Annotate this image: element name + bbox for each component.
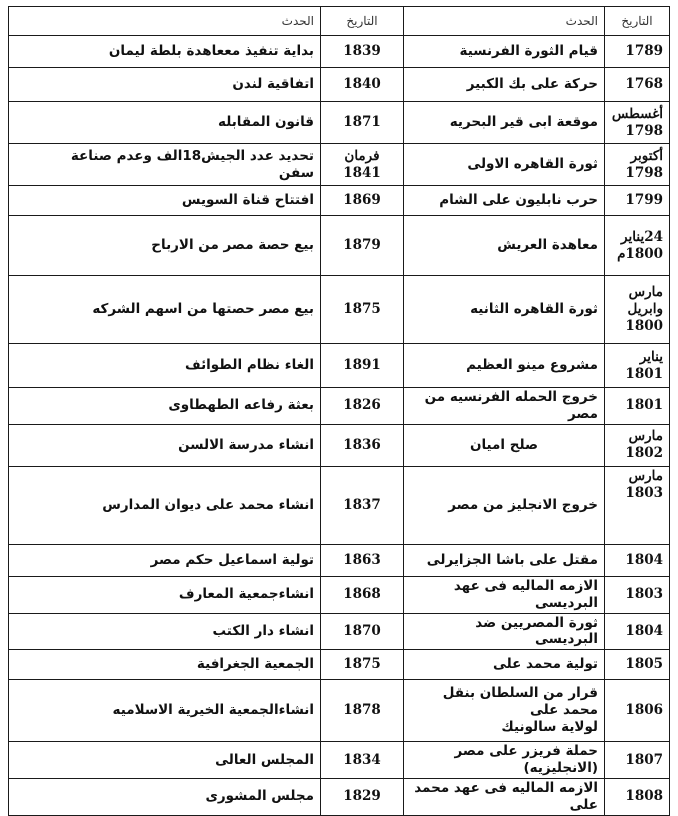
cell-date — [605, 216, 670, 276]
cell-event: موقعة ابى قير البحريه — [404, 102, 605, 144]
cell-year: 1839 — [321, 36, 404, 68]
event-2-text: قانون المقابله — [218, 114, 314, 131]
cell-date — [605, 779, 670, 816]
event-2-text: الغاء نظام الطوائف — [185, 357, 314, 374]
cell-event: مشروع مينو العظيم — [404, 344, 605, 388]
date-text: مارس 1803 — [625, 467, 663, 501]
cell-event-2 — [9, 742, 321, 779]
cell-event: خروج الحمله الفرنسيه من مصر — [404, 388, 605, 425]
cell-year: 1834 — [321, 742, 404, 779]
cell-date — [605, 36, 670, 68]
date-text: 1768 — [625, 76, 663, 93]
table-row — [9, 779, 670, 816]
cell-year: 1837 — [321, 466, 404, 544]
cell-event: صلح اميان — [404, 424, 605, 466]
cell-year: 1891 — [321, 344, 404, 388]
date-text: يناير 1801 — [625, 348, 663, 382]
cell-year: 1870 — [321, 613, 404, 650]
cell-event-2 — [9, 186, 321, 216]
header-date-2: التاريخ — [321, 7, 404, 36]
date-text: مارس 1802 — [625, 428, 663, 462]
table-header-row — [9, 7, 670, 36]
cell-year: 1868 — [321, 576, 404, 613]
cell-date — [605, 576, 670, 613]
cell-year: 1871 — [321, 102, 404, 144]
cell-event: تولية محمد على — [404, 650, 605, 680]
table-row — [9, 680, 670, 742]
cell-year: 1836 — [321, 424, 404, 466]
cell-event: ثورة القاهره الاولى — [404, 144, 605, 186]
date-text: أغسطس 1798 — [611, 105, 663, 139]
event-2-text: المجلس العالى — [215, 751, 314, 768]
table-row — [9, 186, 670, 216]
date-text: 1808 — [625, 788, 663, 805]
cell-date — [605, 144, 670, 186]
cell-year: 1863 — [321, 544, 404, 576]
cell-event-2 — [9, 466, 321, 544]
cell-year — [321, 144, 404, 186]
cell-event: حركة على بك الكبير — [404, 68, 605, 102]
year-text: فرمان 1841 — [343, 147, 381, 181]
cell-year: 1840 — [321, 68, 404, 102]
date-text: 1807 — [625, 751, 663, 768]
date-text: 1806 — [625, 702, 663, 719]
event-2-text: بيع مصر حصتها من اسهم الشركه — [92, 301, 314, 318]
cell-date — [605, 680, 670, 742]
event-text: قرار من السلطان بنقل محمد على لولاية سالونيك — [442, 685, 598, 736]
event-2-text: تولية اسماعيل حكم مصر — [150, 551, 314, 568]
table-row — [9, 102, 670, 144]
cell-year: 1879 — [321, 216, 404, 276]
table-row — [9, 544, 670, 576]
cell-date — [605, 544, 670, 576]
cell-year: 1875 — [321, 650, 404, 680]
cell-date — [605, 102, 670, 144]
cell-date — [605, 466, 670, 544]
cell-event-2 — [9, 779, 321, 816]
date-text: مارس وابريل 1800 — [625, 284, 663, 334]
cell-event-2 — [9, 613, 321, 650]
cell-event-2 — [9, 576, 321, 613]
cell-event: الازمه الماليه فى عهد محمد على — [404, 779, 605, 816]
header-event-1: الحدث — [404, 7, 605, 36]
cell-event: حملة فريزر على مصر (الانجليزيه) — [404, 742, 605, 779]
event-2-text: بداية تنفيذ مععاهدة بلطة ليمان — [108, 43, 314, 60]
date-text: 1805 — [625, 656, 663, 673]
cell-event-2 — [9, 276, 321, 344]
cell-year: 1869 — [321, 186, 404, 216]
cell-event: مقتل على باشا الجزايرلى — [404, 544, 605, 576]
cell-event-2 — [9, 102, 321, 144]
date-text: 1789 — [625, 43, 663, 60]
table-row — [9, 344, 670, 388]
table-row — [9, 466, 670, 544]
cell-event-2 — [9, 650, 321, 680]
date-text: 1803 — [625, 586, 663, 603]
date-text: 1799 — [625, 192, 663, 209]
cell-year: 1826 — [321, 388, 404, 425]
date-text: 1804 — [625, 622, 663, 639]
event-2-text: انشاء محمد على ديوان المدارس — [102, 496, 314, 513]
cell-event: خروج الانجليز من مصر — [404, 466, 605, 544]
history-dates-table-sheet — [8, 6, 670, 813]
cell-event-2 — [9, 344, 321, 388]
cell-event: معاهدة العريش — [404, 216, 605, 276]
table-row — [9, 216, 670, 276]
cell-year: 1829 — [321, 779, 404, 816]
cell-date — [605, 613, 670, 650]
cell-event: قيام الثورة الفرنسية — [404, 36, 605, 68]
table-row — [9, 613, 670, 650]
event-2-text: مجلس المشورى — [205, 788, 314, 805]
event-2-text: تحديد عدد الجيش18الف وعدم صناعة سفن — [70, 147, 314, 181]
event-2-text: انشاء دار الكتب — [212, 622, 314, 639]
event-2-text: بيع حصة مصر من الارباح — [151, 237, 314, 254]
table-row — [9, 68, 670, 102]
event-2-text: انشاء مدرسة الالسن — [178, 436, 314, 453]
date-text: 1804 — [625, 551, 663, 568]
event-2-text: الجمعية الجغرافية — [196, 656, 314, 673]
table-row — [9, 144, 670, 186]
cell-event-2 — [9, 216, 321, 276]
cell-event: ثورة القاهره الثانيه — [404, 276, 605, 344]
table-row — [9, 388, 670, 425]
cell-event-2 — [9, 424, 321, 466]
cell-event: الازمه الماليه فى عهد البرديسى — [404, 576, 605, 613]
cell-event-2 — [9, 544, 321, 576]
cell-date — [605, 186, 670, 216]
cell-date — [605, 276, 670, 344]
cell-date — [605, 650, 670, 680]
event-2-text: اتفاقية لندن — [232, 76, 314, 93]
cell-date — [605, 388, 670, 425]
date-text: 1801 — [625, 397, 663, 414]
cell-date — [605, 742, 670, 779]
event-2-text: بعثة رفاعه الطهطاوى — [168, 397, 314, 414]
date-text: أكتوبر 1798 — [625, 147, 663, 181]
event-2-text: انشاءالجمعية الخيرية الاسلاميه — [112, 702, 314, 719]
table-row — [9, 576, 670, 613]
cell-event-2 — [9, 36, 321, 68]
table-row — [9, 650, 670, 680]
cell-year: 1878 — [321, 680, 404, 742]
cell-date — [605, 424, 670, 466]
table-row — [9, 36, 670, 68]
event-2-text: افتتاح قناة السويس — [181, 192, 314, 209]
cell-event-2 — [9, 680, 321, 742]
table-row — [9, 276, 670, 344]
cell-event: ثورة المصريين ضد البرديسى — [404, 613, 605, 650]
cell-date — [605, 68, 670, 102]
cell-event: حرب نابليون على الشام — [404, 186, 605, 216]
cell-date — [605, 344, 670, 388]
table-row — [9, 742, 670, 779]
event-2-text: انشاءجمعية المعارف — [178, 586, 314, 603]
cell-event-2 — [9, 68, 321, 102]
cell-year: 1875 — [321, 276, 404, 344]
cell-event-2 — [9, 388, 321, 425]
date-text: 24يناير 1800م — [617, 228, 663, 262]
cell-event-2 — [9, 144, 321, 186]
events-table — [8, 6, 670, 816]
cell-event — [404, 680, 605, 742]
header-date-1: التاريخ — [605, 7, 670, 36]
header-event-2: الحدث — [9, 7, 321, 36]
table-row — [9, 424, 670, 466]
